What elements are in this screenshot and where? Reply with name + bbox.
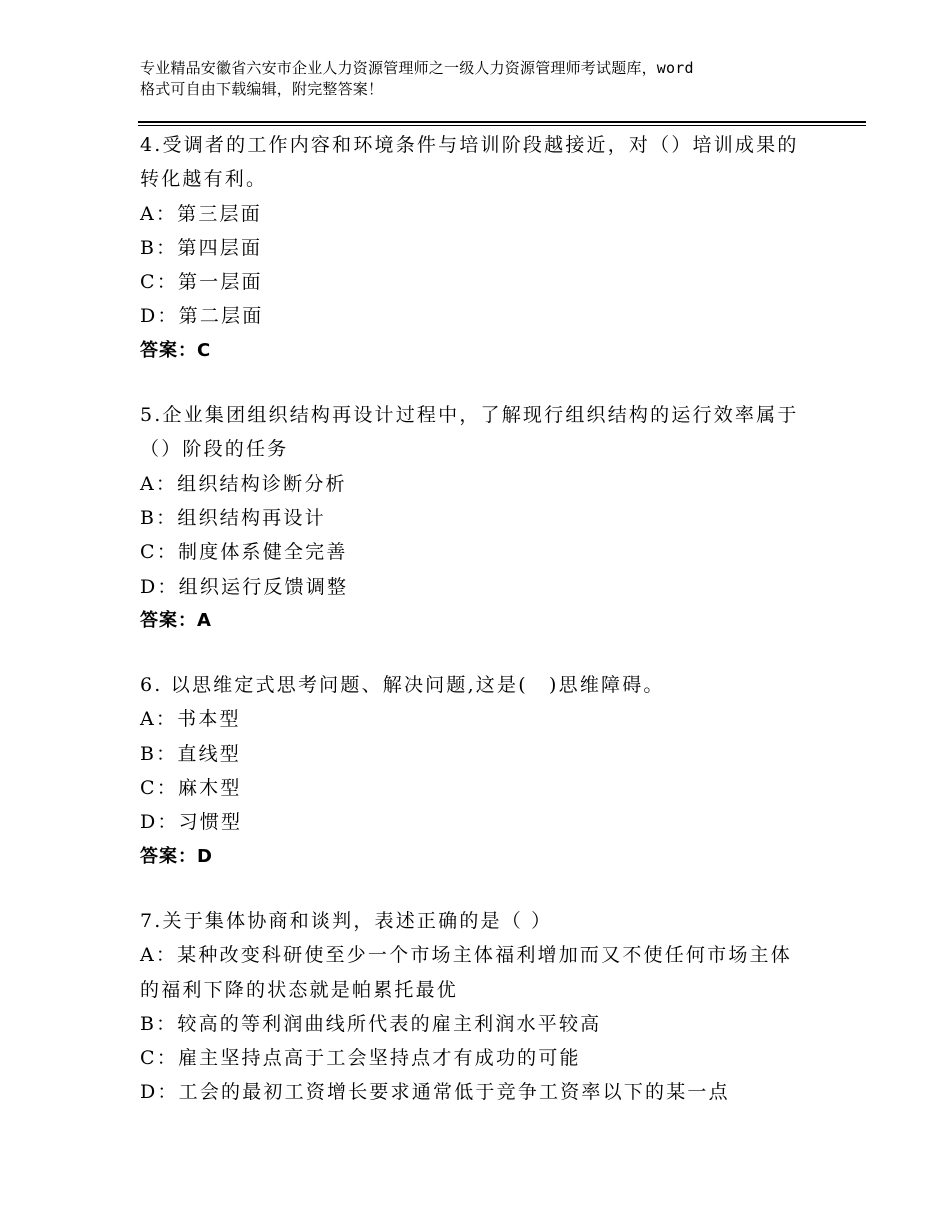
question-list: [140, 128, 820, 1140]
option-d: D：第二层面: [140, 305, 264, 328]
option-a: A：某种改变科研使至少一个市场主体福利增加而又不使任何市场主体的福利下降的状态就是帕累托最优: [140, 944, 792, 1001]
header-divider-thick: [138, 121, 866, 123]
answer-label: 答案：C: [140, 339, 212, 361]
header-divider-thin: [138, 125, 866, 126]
question-stem: 4.受调者的工作内容和环境条件与培训阶段越接近，对（）培训成果的转化越有利。: [140, 134, 799, 191]
option-a: A：组织结构诊断分析: [140, 472, 347, 495]
header-line-1: 专业精品安徽省六安市企业人力资源管理师之一级人力资源管理师考试题库，word: [140, 59, 694, 77]
option-a: A：第三层面: [140, 202, 262, 225]
option-a: A：书本型: [140, 708, 241, 731]
option-b: B：组织结构再设计: [140, 506, 326, 529]
header-line-2: 格式可自由下载编辑，附完整答案！: [140, 80, 384, 98]
option-c: C：第一层面: [140, 271, 263, 294]
question-7: [140, 904, 820, 1110]
option-d: D：工会的最初工资增长要求通常低于竞争工资率以下的某一点: [140, 1081, 730, 1104]
option-d: D：习惯型: [140, 811, 243, 834]
question-stem: 7.关于集体协商和谈判，表述正确的是（ ）: [140, 909, 553, 932]
option-d: D：组织运行反馈调整: [140, 575, 349, 598]
option-c: C：雇主坚持点高于工会坚持点才有成功的可能: [140, 1047, 581, 1070]
question-4: [140, 128, 820, 368]
answer-label: 答案：A: [140, 609, 212, 631]
option-c: C：麻木型: [140, 777, 242, 800]
question-5: [140, 398, 820, 638]
question-stem: 6. 以思维定式思考问题、解决问题,这是( )思维障碍。: [140, 674, 665, 697]
answer-label: 答案：D: [140, 845, 213, 867]
option-b: B：第四层面: [140, 236, 263, 259]
option-b: B：直线型: [140, 742, 241, 765]
question-6: [140, 668, 820, 874]
question-stem: 5.企业集团组织结构再设计过程中，了解现行组织结构的运行效率属于（）阶段的任务: [140, 404, 799, 461]
option-c: C：制度体系健全完善: [140, 541, 348, 564]
document-header: [140, 58, 830, 100]
option-b: B：较高的等利润曲线所代表的雇主利润水平较高: [140, 1012, 602, 1035]
